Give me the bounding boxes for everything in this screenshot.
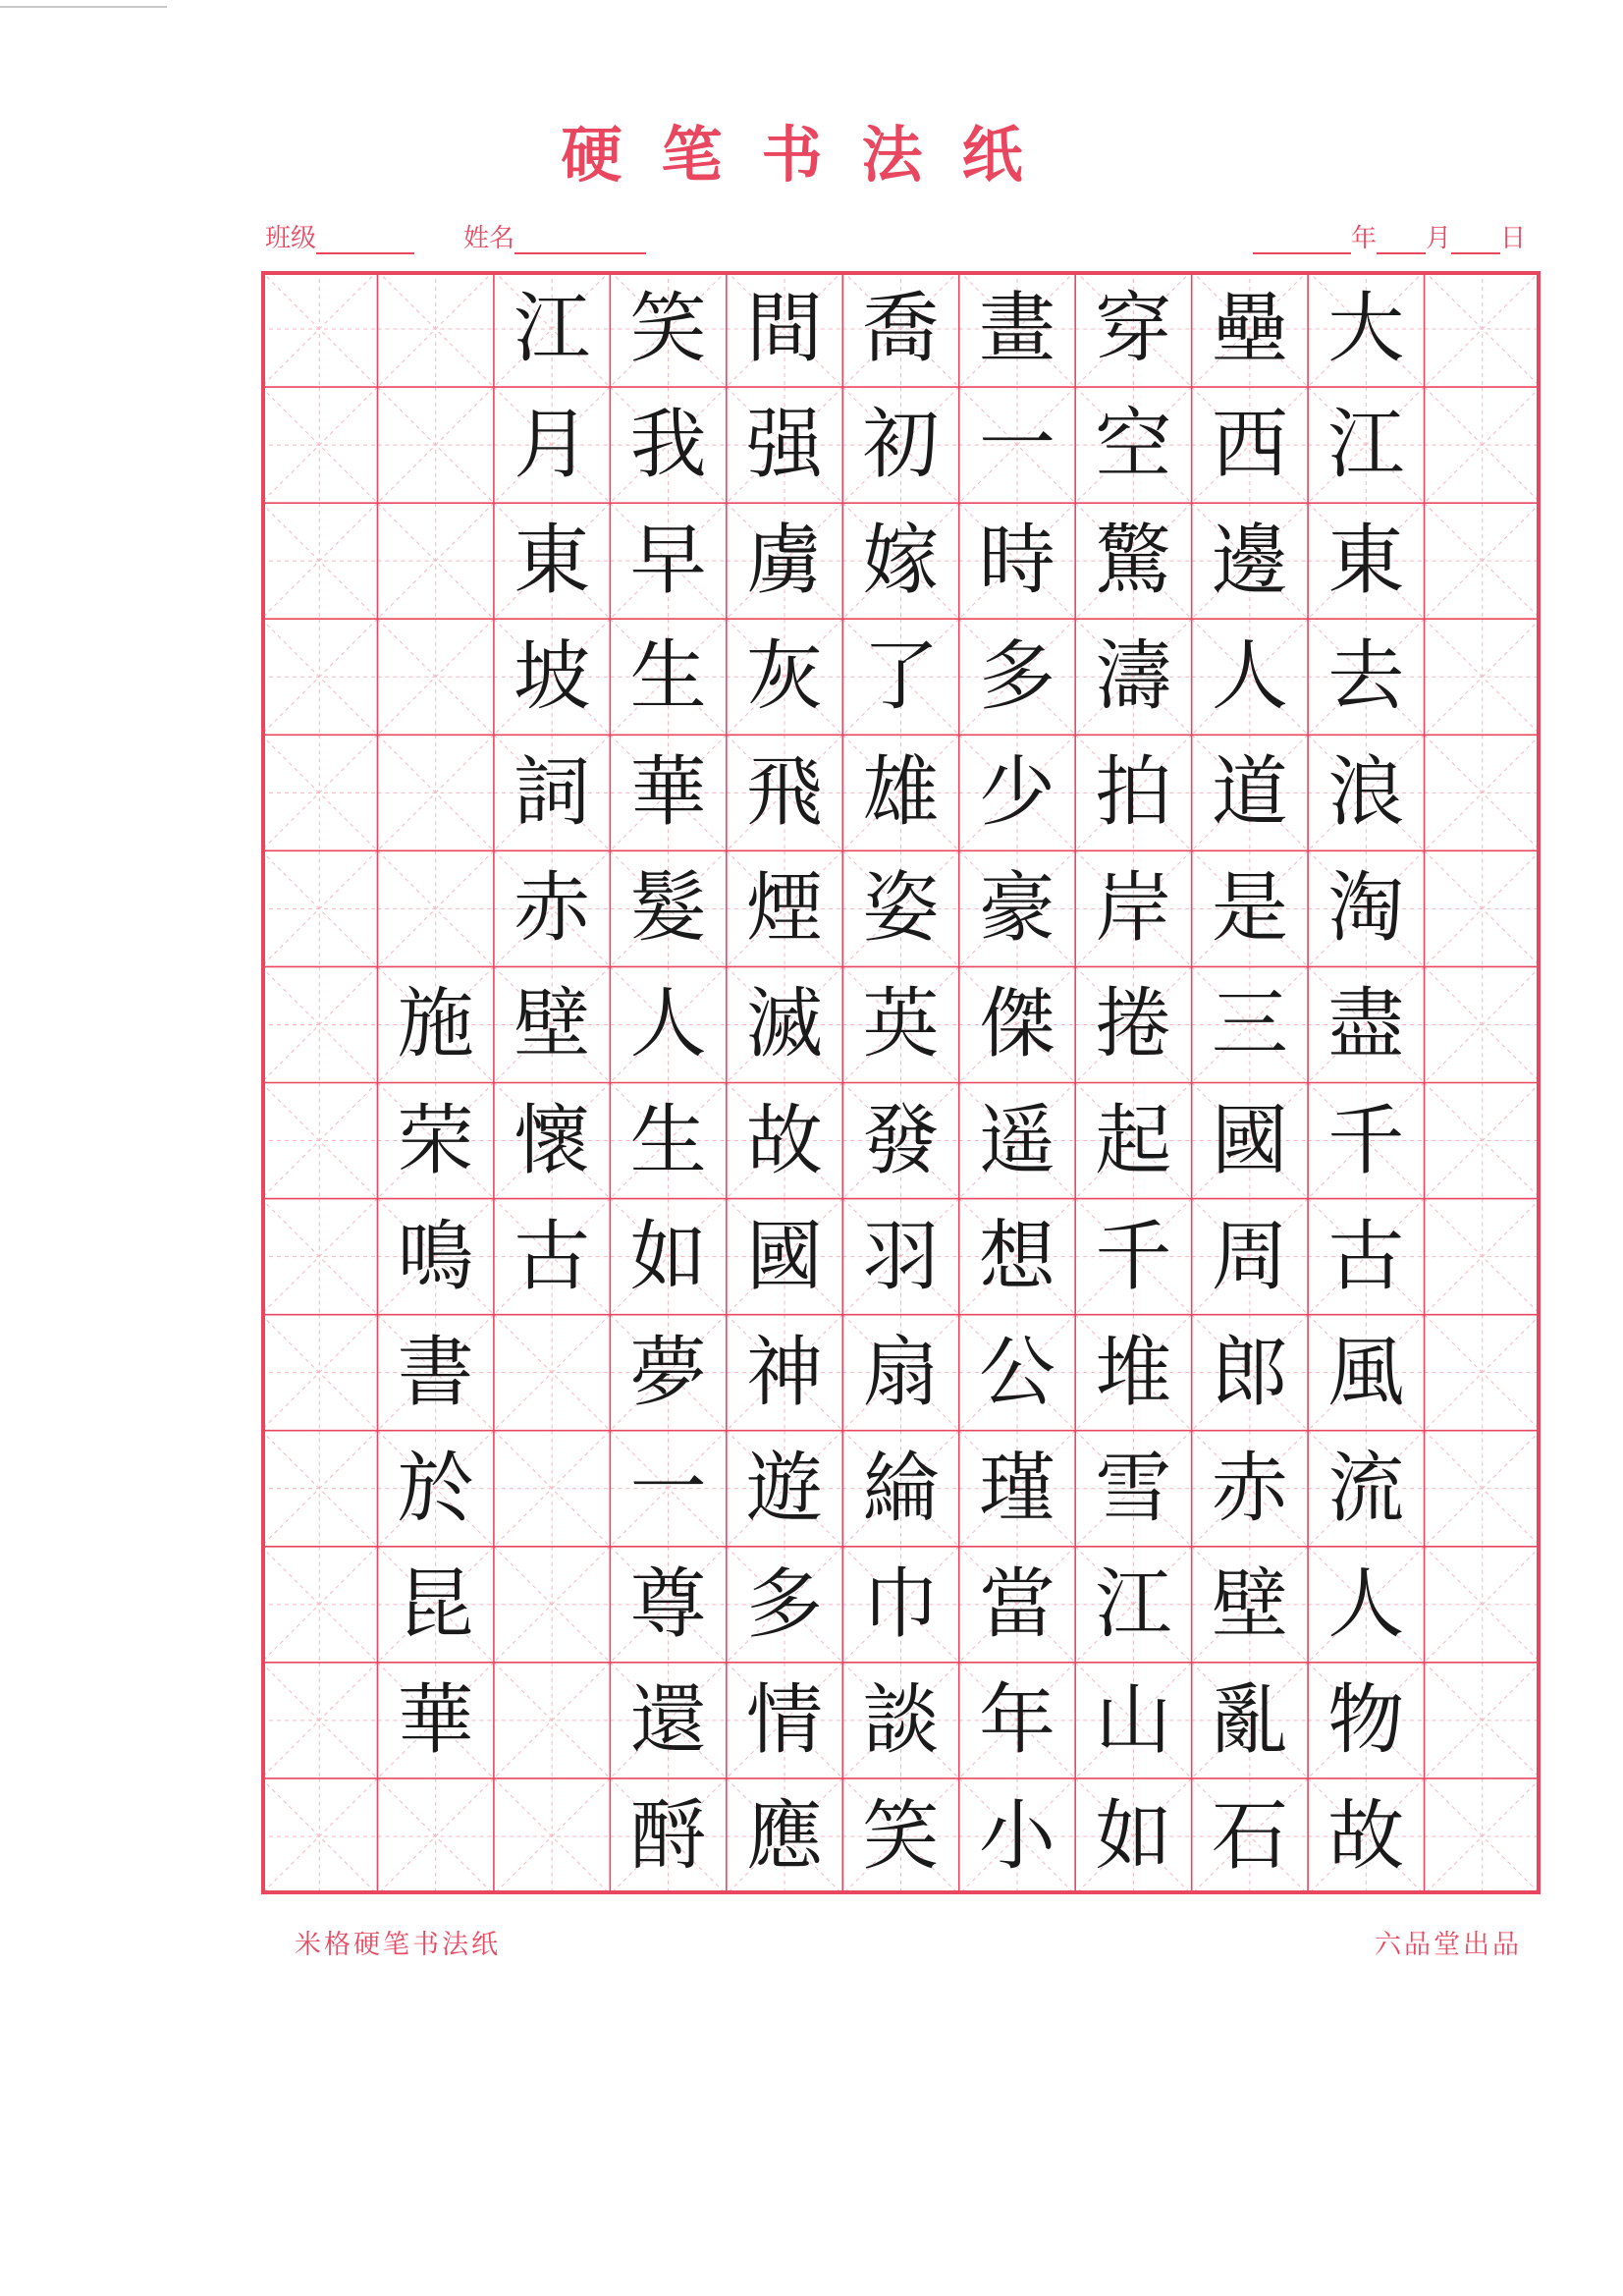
day-blank-line (1451, 227, 1500, 254)
handwritten-character: 國 (746, 1212, 824, 1301)
handwritten-character: 鳴 (397, 1212, 474, 1301)
mige-grid (261, 271, 1541, 1894)
handwritten-character: 江 (514, 285, 591, 374)
handwritten-character: 江 (1327, 401, 1405, 490)
handwritten-character: 東 (514, 517, 591, 606)
handwritten-character: 國 (1211, 1096, 1288, 1185)
handwritten-character: 飛 (746, 748, 824, 838)
handwritten-character: 人 (1211, 632, 1288, 722)
date-field (1253, 218, 1526, 254)
handwritten-character: 生 (629, 1096, 707, 1185)
class-blank-line (316, 227, 414, 254)
calligraphy-text (261, 271, 1541, 1894)
class-label: 班级 (265, 224, 317, 253)
handwritten-character: 姿 (862, 864, 940, 954)
handwritten-character: 談 (862, 1675, 940, 1765)
handwritten-character: 是 (1211, 864, 1288, 954)
handwritten-character: 物 (1327, 1675, 1405, 1765)
handwritten-character: 笑 (862, 1791, 940, 1881)
handwritten-character: 去 (1327, 632, 1405, 722)
handwritten-character: 滅 (746, 980, 824, 1069)
year-blank-line (1253, 227, 1351, 254)
handwritten-character: 捲 (1095, 980, 1172, 1069)
handwritten-character: 神 (746, 1328, 824, 1417)
name-label: 姓名 (463, 224, 515, 253)
handwritten-character: 早 (629, 517, 707, 606)
handwritten-character: 一 (629, 1444, 707, 1533)
handwritten-character: 華 (629, 748, 707, 838)
name-blank-line (514, 227, 646, 254)
handwritten-character: 千 (1095, 1212, 1172, 1301)
handwritten-character: 情 (746, 1675, 824, 1765)
handwritten-character: 年 (978, 1675, 1055, 1765)
handwritten-character: 故 (746, 1096, 824, 1185)
handwritten-character: 流 (1327, 1444, 1405, 1533)
handwritten-character: 空 (1095, 401, 1172, 490)
handwritten-character: 時 (978, 517, 1055, 606)
handwritten-character: 如 (629, 1212, 707, 1301)
handwritten-character: 初 (862, 401, 940, 490)
handwritten-character: 公 (978, 1328, 1055, 1417)
handwritten-character: 故 (1327, 1791, 1405, 1881)
handwritten-character: 了 (862, 632, 940, 722)
handwritten-character: 人 (1327, 1559, 1405, 1649)
handwritten-character: 多 (978, 632, 1055, 722)
handwritten-character: 雪 (1095, 1444, 1172, 1533)
handwritten-character: 千 (1327, 1096, 1405, 1185)
handwritten-character: 應 (746, 1791, 824, 1881)
handwritten-character: 灰 (746, 632, 824, 722)
handwritten-character: 壘 (1211, 285, 1288, 374)
class-field (265, 218, 414, 254)
handwritten-character: 扇 (862, 1328, 940, 1417)
handwritten-character: 壁 (514, 980, 591, 1069)
handwritten-character: 虜 (746, 517, 824, 606)
handwritten-character: 當 (978, 1559, 1055, 1649)
handwritten-character: 三 (1211, 980, 1288, 1069)
handwritten-character: 傑 (978, 980, 1055, 1069)
handwritten-character: 於 (397, 1444, 474, 1533)
handwritten-character: 畫 (978, 285, 1055, 374)
handwritten-character: 書 (397, 1328, 474, 1417)
handwritten-character: 酹 (629, 1791, 707, 1881)
page-title: 硬笔书法纸 (561, 119, 1062, 191)
handwritten-character: 壁 (1211, 1559, 1288, 1649)
handwritten-character: 古 (514, 1212, 591, 1301)
handwritten-character: 東 (1327, 517, 1405, 606)
handwritten-character: 多 (746, 1559, 824, 1649)
handwritten-character: 髮 (629, 864, 707, 954)
handwritten-character: 荣 (397, 1096, 474, 1185)
month-label: 月 (1426, 224, 1452, 253)
handwritten-character: 郎 (1211, 1328, 1288, 1417)
handwritten-character: 羽 (862, 1212, 940, 1301)
handwritten-character: 盡 (1327, 980, 1405, 1069)
handwritten-character: 詞 (514, 748, 591, 838)
handwritten-character: 一 (978, 401, 1055, 490)
handwritten-character: 綸 (862, 1444, 940, 1533)
day-label: 日 (1500, 224, 1527, 253)
handwritten-character: 道 (1211, 748, 1288, 838)
handwritten-character: 古 (1327, 1212, 1405, 1301)
handwritten-character: 周 (1211, 1212, 1288, 1301)
handwritten-character: 赤 (1211, 1444, 1288, 1533)
handwritten-character: 雄 (862, 748, 940, 838)
handwritten-character: 坡 (514, 632, 591, 722)
footer-right: 六品堂出品 (1375, 1930, 1522, 1960)
handwritten-character: 瑾 (978, 1444, 1055, 1533)
handwritten-character: 亂 (1211, 1675, 1288, 1765)
handwritten-character: 岸 (1095, 864, 1172, 954)
handwritten-character: 想 (978, 1212, 1055, 1301)
handwritten-character: 施 (397, 980, 474, 1069)
month-blank-line (1377, 227, 1426, 254)
handwritten-character: 豪 (978, 864, 1055, 954)
handwritten-character: 大 (1327, 285, 1405, 374)
handwritten-character: 夢 (629, 1328, 707, 1417)
handwritten-character: 邊 (1211, 517, 1288, 606)
handwritten-character: 遥 (978, 1096, 1055, 1185)
handwritten-character: 石 (1211, 1791, 1288, 1881)
handwritten-character: 赤 (514, 864, 591, 954)
handwritten-character: 煙 (746, 864, 824, 954)
handwritten-character: 我 (629, 401, 707, 490)
handwritten-character: 小 (978, 1791, 1055, 1881)
handwritten-character: 人 (629, 980, 707, 1069)
handwritten-character: 西 (1211, 401, 1288, 490)
handwritten-character: 江 (1095, 1559, 1172, 1649)
handwritten-character: 間 (746, 285, 824, 374)
handwritten-character: 遊 (746, 1444, 824, 1533)
handwritten-character: 少 (978, 748, 1055, 838)
scan-edge-mark (0, 6, 167, 8)
year-label: 年 (1351, 224, 1378, 253)
handwritten-character: 拍 (1095, 748, 1172, 838)
footer-left: 米格硬笔书法纸 (295, 1930, 501, 1960)
handwritten-character: 淘 (1327, 864, 1405, 954)
handwritten-character: 嫁 (862, 517, 940, 606)
handwritten-character: 懷 (514, 1096, 591, 1185)
handwritten-character: 起 (1095, 1096, 1172, 1185)
handwritten-character: 山 (1095, 1675, 1172, 1765)
handwritten-character: 英 (862, 980, 940, 1069)
handwritten-character: 穿 (1095, 285, 1172, 374)
handwritten-character: 如 (1095, 1791, 1172, 1881)
handwritten-character: 還 (629, 1675, 707, 1765)
handwritten-character: 巾 (862, 1559, 940, 1649)
handwritten-character: 驚 (1095, 517, 1172, 606)
handwritten-character: 喬 (862, 285, 940, 374)
handwritten-character: 濤 (1095, 632, 1172, 722)
handwritten-character: 浪 (1327, 748, 1405, 838)
handwritten-character: 堆 (1095, 1328, 1172, 1417)
name-field (463, 218, 646, 254)
handwritten-character: 强 (746, 401, 824, 490)
handwritten-character: 昆 (397, 1559, 474, 1649)
handwritten-character: 尊 (629, 1559, 707, 1649)
handwritten-character: 生 (629, 632, 707, 722)
handwritten-character: 月 (514, 401, 591, 490)
handwritten-character: 風 (1327, 1328, 1405, 1417)
handwritten-character: 發 (862, 1096, 940, 1185)
handwritten-character: 華 (397, 1675, 474, 1765)
handwritten-character: 笑 (629, 285, 707, 374)
